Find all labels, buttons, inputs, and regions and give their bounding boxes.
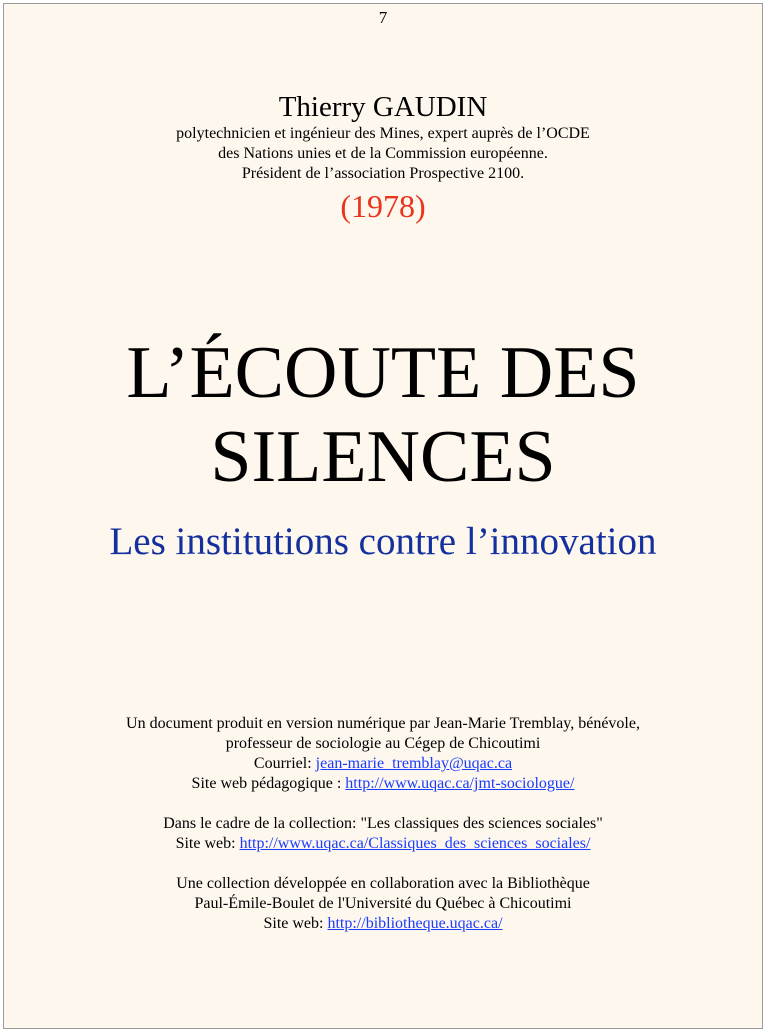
producer-line-2: professeur de sociologie au Cégep de Chicoutimi <box>225 735 541 752</box>
producer-group <box>4 714 762 794</box>
title-block <box>4 331 762 565</box>
main-title-line-2: SILENCES <box>210 416 556 498</box>
collection-site-line <box>4 834 762 854</box>
publication-year: (1978) <box>340 188 426 224</box>
library-site-link[interactable]: http://bibliotheque.uqac.ca/ <box>327 915 503 932</box>
email-line <box>4 754 762 774</box>
collection-group <box>4 814 762 854</box>
main-title <box>4 331 762 499</box>
pedagogic-site-line <box>4 774 762 794</box>
pedagogic-site-label: Site web pédagogique : <box>191 775 346 792</box>
page-number: 7 <box>378 8 388 27</box>
library-site-label: Site web: <box>263 915 328 932</box>
author-description-line-3: Président de l’association Prospective 2100. <box>241 165 525 182</box>
library-site-line <box>4 914 762 934</box>
document-page <box>3 3 763 1029</box>
collaboration-line-1: Une collection développée en collaboration avec la Bibliothèque <box>176 875 590 892</box>
subtitle: Les institutions contre l’innovation <box>109 520 657 563</box>
author-name: Thierry GAUDIN <box>278 91 488 123</box>
credits-block <box>4 714 762 954</box>
author-description-line-1: polytechnicien et ingénieur des Mines, expert auprès de l’OCDE <box>176 125 590 142</box>
author-description-line-2: des Nations unies et de la Commission européenne. <box>218 145 548 162</box>
email-label: Courriel: <box>253 755 316 772</box>
pedagogic-site-link[interactable]: http://www.uqac.ca/jmt-sociologue/ <box>345 775 575 792</box>
collaboration-group <box>4 874 762 934</box>
collection-site-link[interactable]: http://www.uqac.ca/Classiques_des_sciences_sociales/ <box>239 835 591 852</box>
collection-site-label: Site web: <box>175 835 240 852</box>
collaboration-line-2: Paul-Émile-Boulet de l'Université du Québec à Chicoutimi <box>194 895 572 912</box>
main-title-line-1: L’ÉCOUTE DES <box>126 332 640 414</box>
producer-line-1: Un document produit en version numérique par Jean-Marie Tremblay, bénévole, <box>126 715 640 732</box>
collection-line: Dans le cadre de la collection: "Les classiques des sciences sociales" <box>163 815 603 832</box>
author-block <box>4 90 762 224</box>
email-link[interactable]: jean-marie_tremblay@uqac.ca <box>315 755 513 772</box>
